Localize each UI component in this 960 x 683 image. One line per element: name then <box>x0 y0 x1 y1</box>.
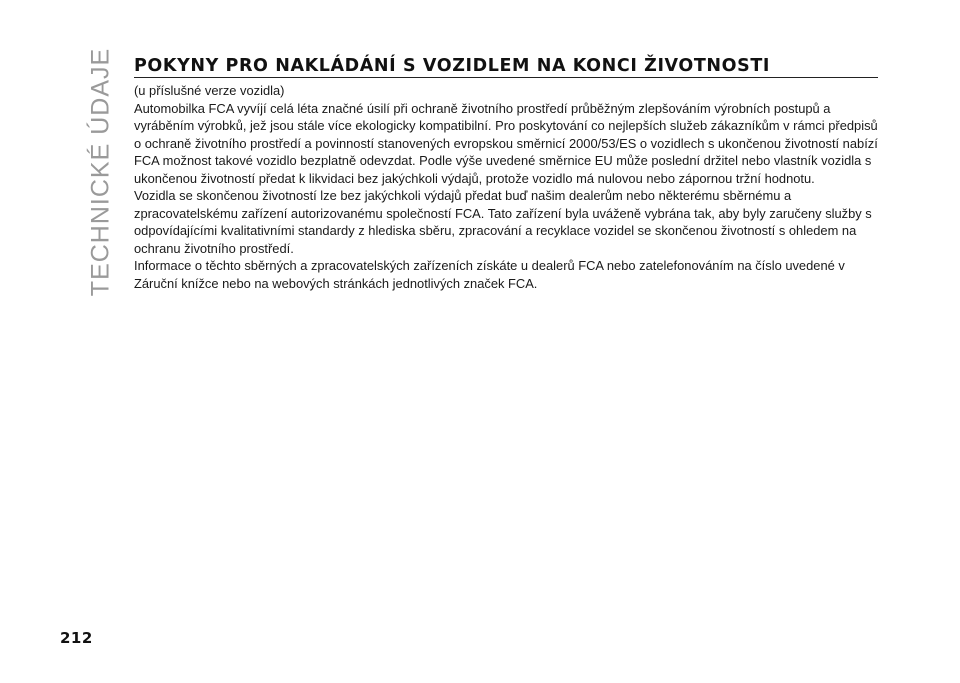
section-side-tab-label: TECHNICKÉ ÚDAJE <box>86 47 115 297</box>
body-paragraph: Informace o těchto sběrných a zpracovatelských zařízeních získáte u dealerů FCA nebo zatelefonováním na číslo uvedené v Záruční knížce nebo na webových stránkách jednotlivých značek FCA. <box>134 258 845 291</box>
section-side-tab <box>78 48 124 296</box>
section-body <box>134 82 882 292</box>
page-number: 212 <box>60 629 93 647</box>
section-heading: POKYNY PRO NAKLÁDÁNÍ S VOZIDLEM NA KONCI ŽIVOTNOSTI <box>134 56 770 76</box>
applicability-note: (u příslušné verze vozidla) <box>134 83 285 98</box>
body-paragraph: Automobilka FCA vyvíjí celá léta značné úsilí při ochraně životního prostředí průběžným zlepšováním výrobních postupů a vyráběním výrobků, jež jsou stále více ekologicky kompatibilní. Pro poskytování co nejlepších služeb zákazníkům v rámci předpisů o ochraně životního prostředí a povinností stanovených evropskou směrnicí 2000/53/ES o vozidlech s ukončenou životností nabízí FCA možnost takové vozidlo bezplatně odevzdat. Podle výše uvedené směrnice EU může poslední držitel nebo vlastník vozidla s ukončenou životností předat k likvidaci bez jakýchkoli výdajů, protože vozidlo má nulovou nebo zápornou tržní hodnotu. <box>134 100 878 186</box>
heading-underline <box>134 77 878 78</box>
body-paragraph: Vozidla se skončenou životností lze bez jakýchkoli výdajů předat buď našim dealerům nebo některému sběrnému a zpracovatelskému zařízení autorizovanému společností FCA. Tato zařízení byla uváženě vybrána tak, aby byly zaručeny služby s odpovídajícími kvalitativními standardy z hlediska sběru, zpracování a recyklace vozidel se skončenou životností s ohledem na ochranu životního prostředí. <box>134 188 872 256</box>
